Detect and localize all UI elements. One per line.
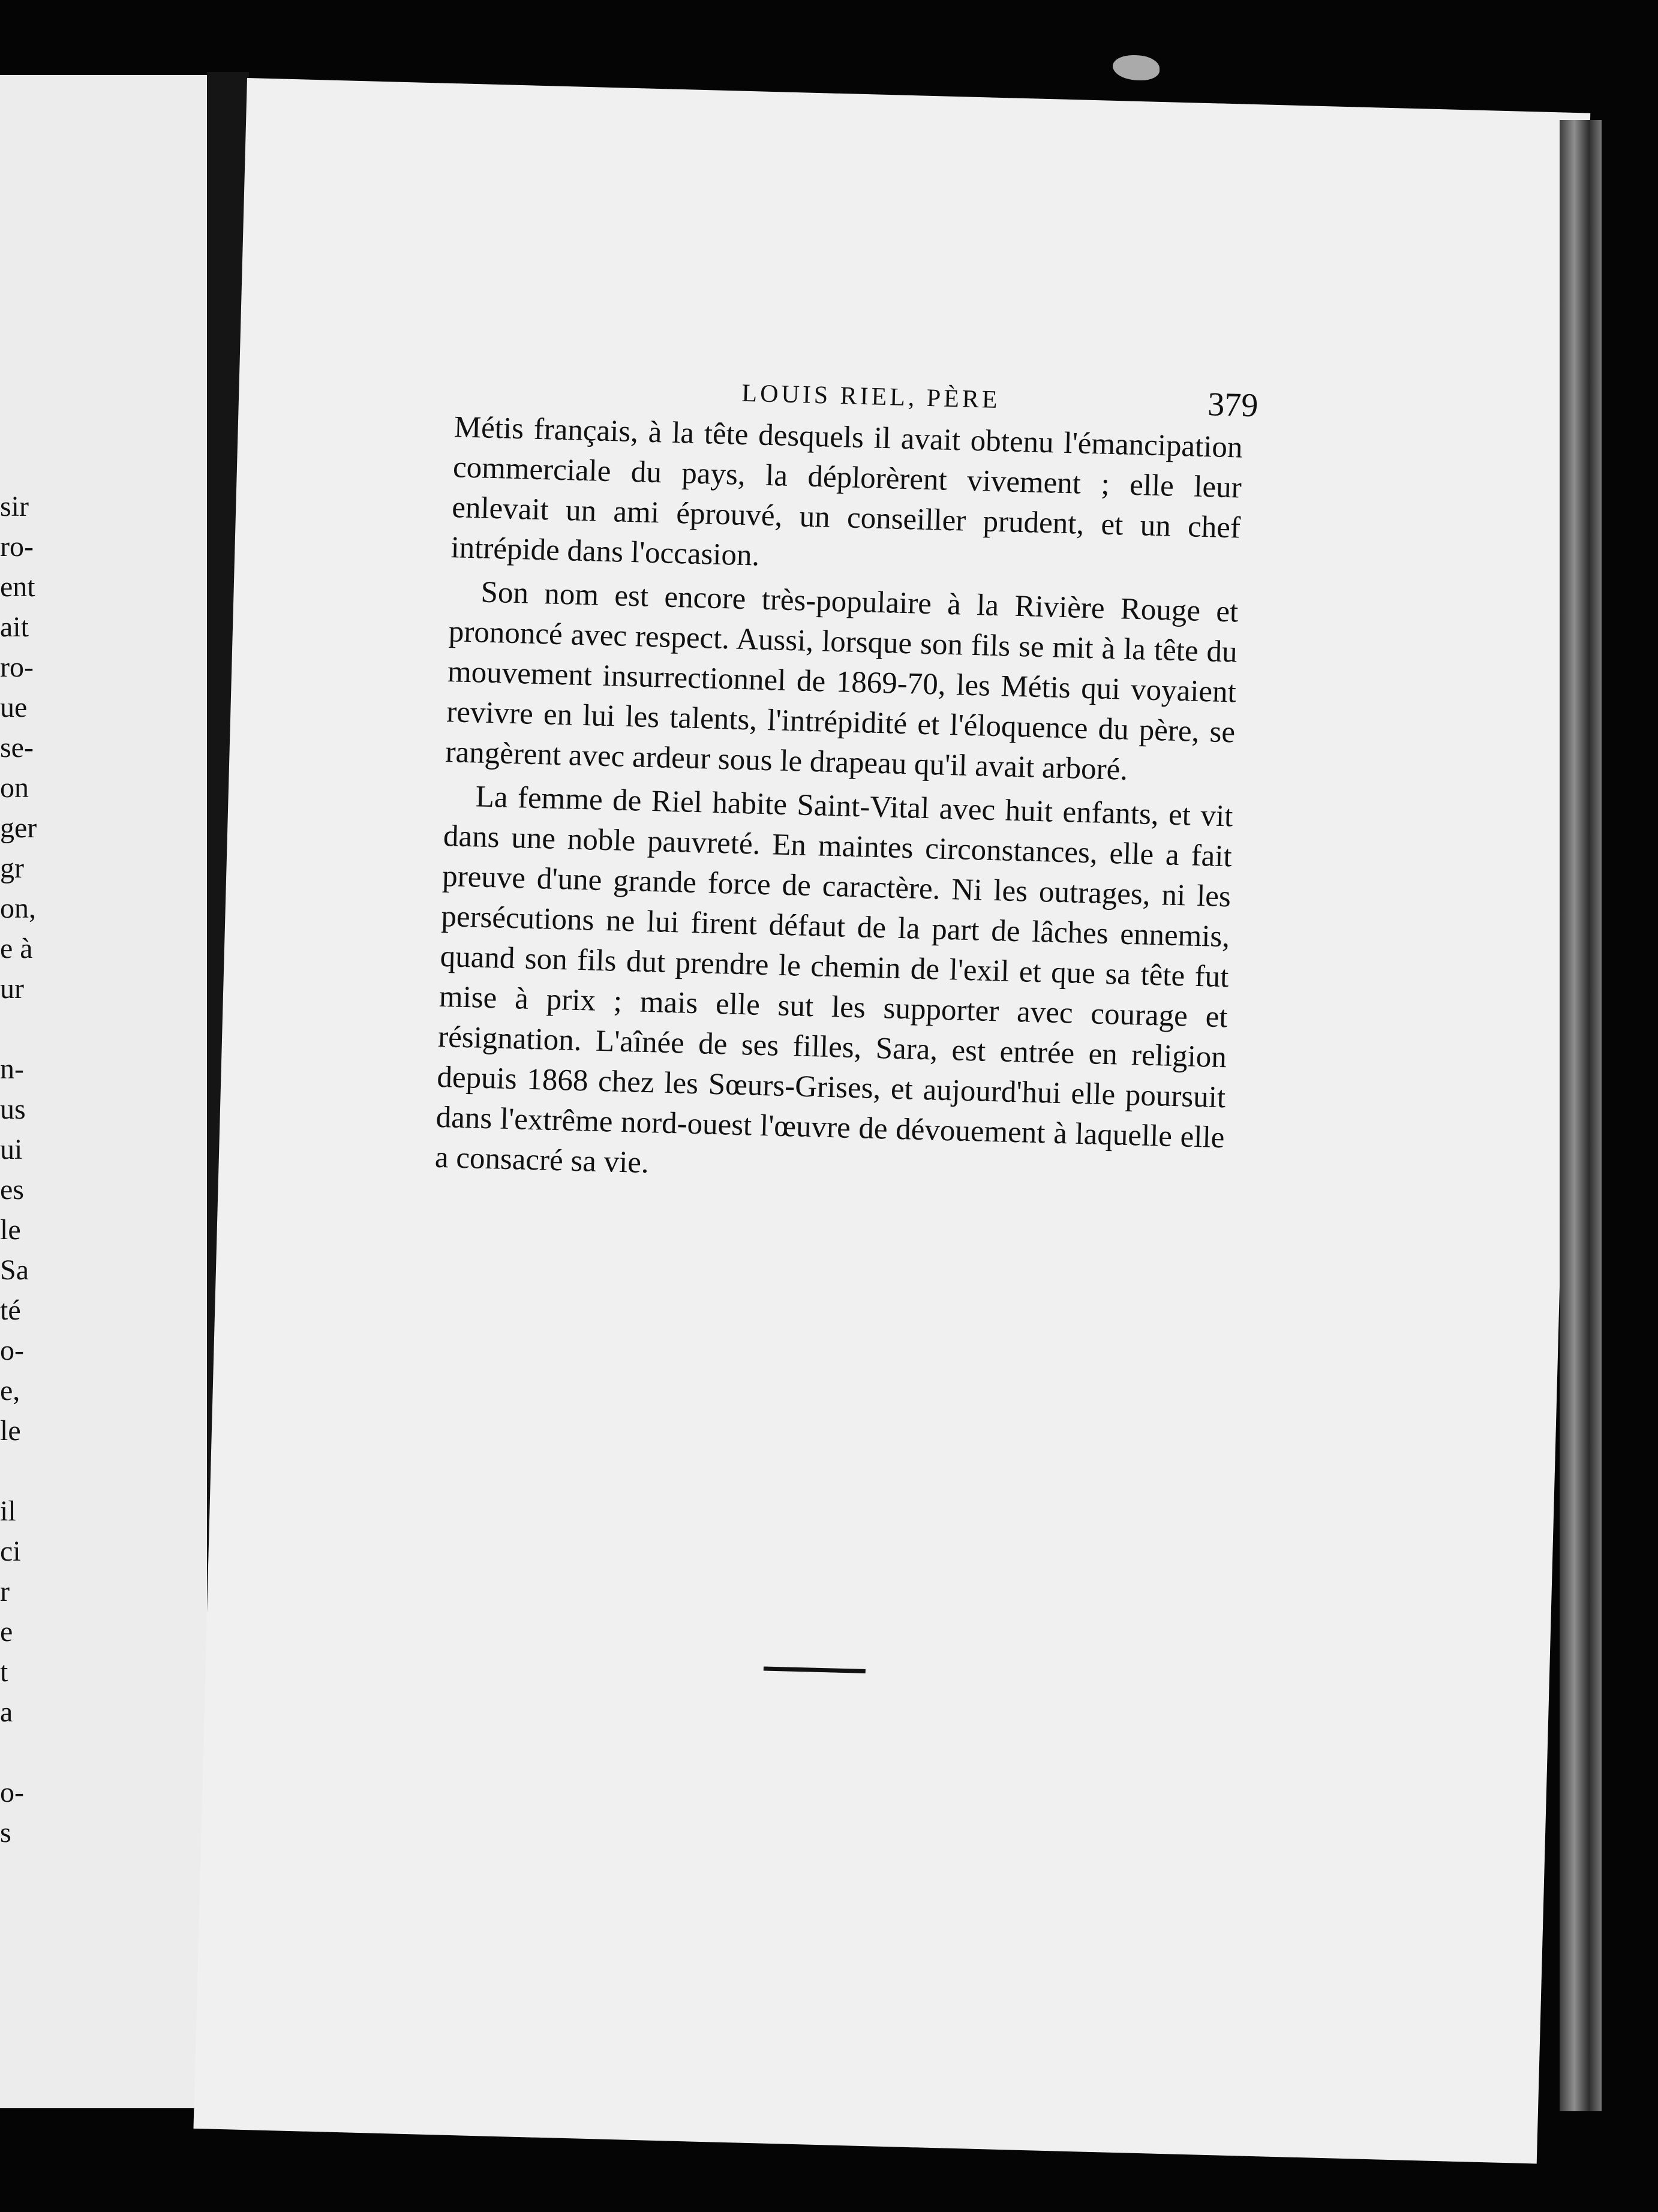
paragraph: Son nom est encore très-populaire à la Rivière Rouge et prononcé avec respect. Aussi, lorsque son fils se mit à la tête du mouvement insurrectionnel de 1869-70, les Métis qui voyaient revivre en lui les talents, l'intrépidité et l'éloquence du père, se rangèrent avec ardeur sous le drapeau qu'il avait arboré. [444, 575, 1239, 787]
paragraph: La femme de Riel habite Saint-Vital avec huit enfants, et vit dans une noble pauvreté. En maintes circonstances, elle a fait preuve d'une grande force de caractère. Ni les outrages, ni les persécutions ne lui firent défaut de la part de lâches ennemis, quand son fils dut prendre le chemin de l'exil et que sa tête fut mise à prix ; mais elle sut les supporter avec courage et résignation. L'aînée de ses filles, Sara, est entrée en religion depuis 1868 chez les Sœurs-Grises, et aujourd'hui elle poursuit dans l'extrême nord-ouest l'œuvre de dévouement à laquelle elle a consacré sa vie. [434, 780, 1234, 1180]
page-body [434, 407, 1243, 1202]
paragraph: Métis français, à la tête desquels il avait obtenu l'émancipation commerciale du pays, la déplorèrent vivement ; elle leur enlevait un ami éprouvé, un conseiller prudent, et un chef intrépide dans l'occasion. [450, 410, 1244, 573]
book-page [193, 78, 1590, 2163]
facing-page-edge-text: sir ro- ent ait ro- ue se- on ger gr on, e à ur n- us ui es le Sa té o- e, le il ci r e t a o- s [0, 491, 37, 1849]
running-head: LOUIS RIEL, PÈRE [741, 379, 1001, 414]
page-number: 379 [1207, 386, 1259, 425]
scan-speck [1113, 55, 1160, 80]
facing-page [0, 75, 207, 2108]
section-end-rule [764, 1666, 866, 1673]
page-stack-edge [1560, 120, 1602, 2111]
